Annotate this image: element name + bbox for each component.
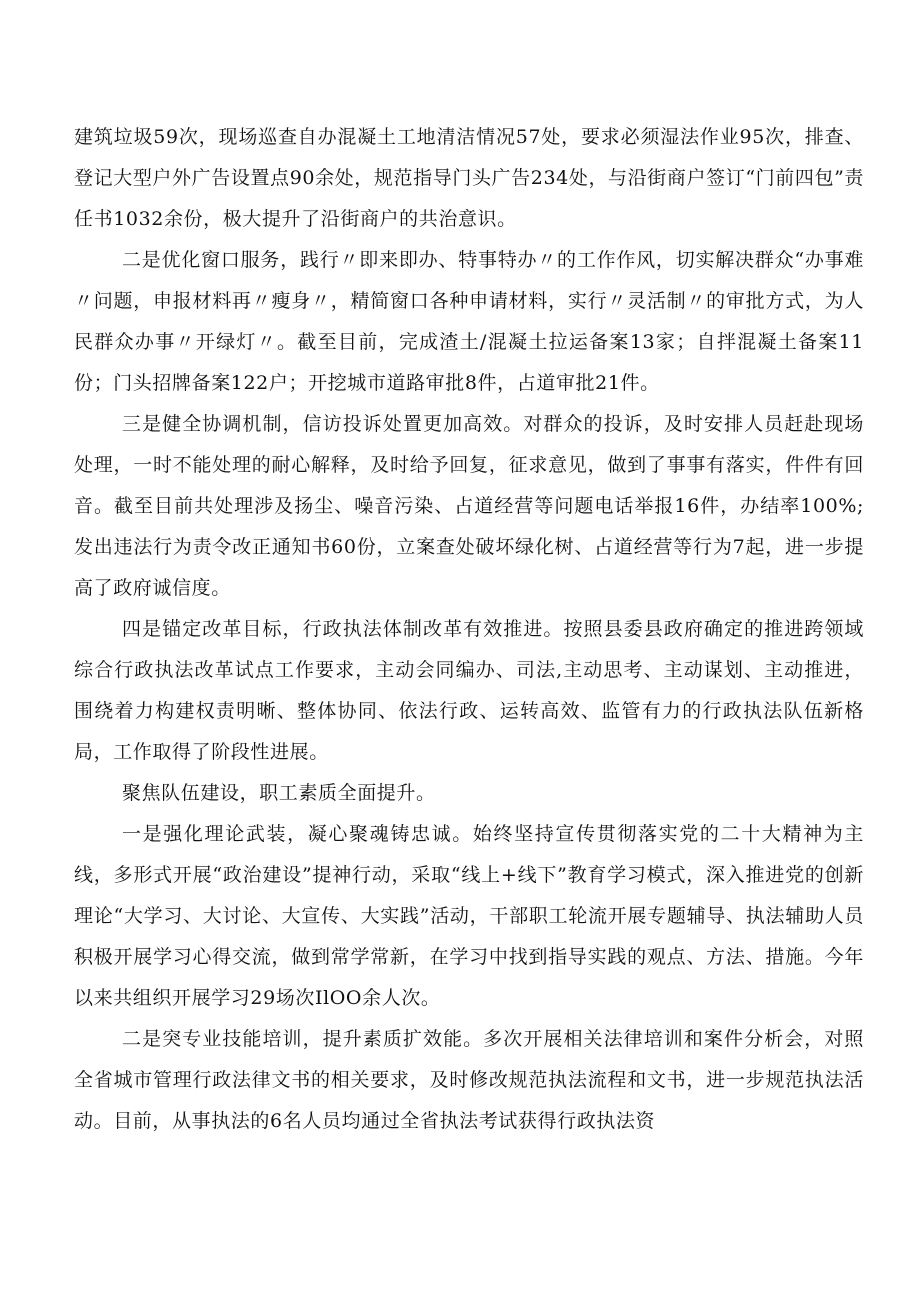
document-body <box>74 117 864 1142</box>
paragraph-skills-training: 二是突专业技能培训，提升素质扩效能。多次开展相关法律培训和案件分析会，对照全省城市管理行政法律文书的相关要求，及时修改规范执法流程和文书，进一步规范执法活动。目前，从事执法的6名人员均通过全省执法考试获得行政执法资 <box>74 1028 864 1132</box>
paragraph-theory-study: 一是强化理论武装，凝心聚魂铸忠诚。始终坚持宣传贯彻落实党的二十大精神为主线，多形式开展“政治建设”提神行动，采取“线上+线下”教育学习模式，深入推进党的创新理论“大学习、大讨论、大宣传、大实践”活动，干部职工轮流开展专题辅导、执法辅助人员积极开展学习心得交流，做到常学常新，在学习中找到指导实践的观点、方法、措施。今年以来共组织开展学习29场次IlOO余人次。 <box>74 823 864 1009</box>
paragraph-reform-goals: 四是锚定改革目标，行政执法体制改革有效推进。按照县委县政府确定的推进跨领域综合行政执法改革试点工作要求，主动会同编办、司法,主动思考、主动谋划、主动推进，围绕着力构建权责明晰、整体协同、依法行政、运转高效、监管有力的行政执法队伍新格局，工作取得了阶段性进展。 <box>74 618 864 763</box>
paragraph-window-service: 二是优化窗口服务，践行〃即来即办、特事特办〃的工作作风，切实解决群众“办事难〃问题，申报材料再〃瘦身〃，精简窗口各种申请材料，实行〃灵活制〃的审批方式，为人民群众办事〃开绿灯〃。截至目前，完成渣土/混凝土拉运备案13家；自拌混凝土备案11份；门头招牌备案122户；开挖城市道路审批8件，占道审批21件。 <box>74 249 864 394</box>
paragraph-coordination-mechanism: 三是健全协调机制，信访投诉处置更加高效。对群众的投诉，及时安排人员赶赴现场处理，一时不能处理的耐心解释，及时给予回复，征求意见，做到了事事有落实，件件有回音。截至目前共处理涉及扬尘、噪音污染、占道经营等问题电话举报16件，办结率100%;发出违法行为责令改正通知书60份，立案查处破坏绿化树、占道经营等行为7起，进一步提高了政府诚信度。 <box>74 413 864 599</box>
paragraph-team-building-heading: 聚焦队伍建设，职工素质全面提升。 <box>122 782 436 804</box>
paragraph-construction-waste: 建筑垃圾59次，现场巡查自办混凝土工地清洁情况57处，要求必须湿法作业95次，排查、登记大型户外广告设置点90余处，规范指导门头广告234处，与沿街商户签订“门前四包”责任书1032余份，极大提升了沿街商户的共治意识。 <box>74 126 864 230</box>
